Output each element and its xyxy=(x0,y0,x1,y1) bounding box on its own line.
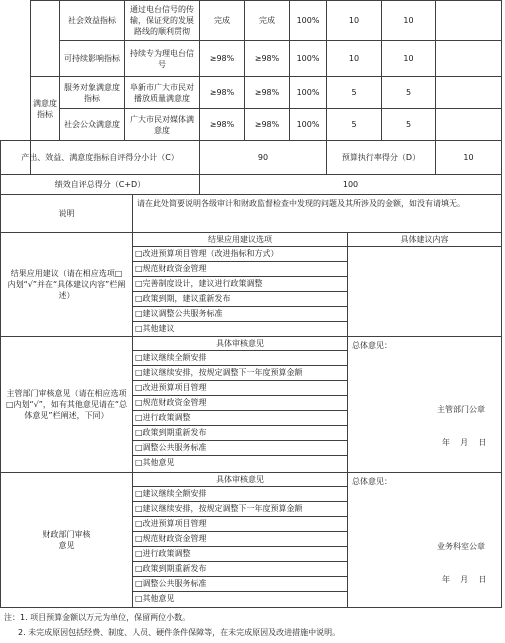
dept-date: 年 月 日 xyxy=(442,438,487,447)
note-cell xyxy=(435,0,502,40)
result-content-area xyxy=(347,246,502,336)
rate-cell: 100% xyxy=(289,108,326,140)
score-cell: 5 xyxy=(381,108,435,140)
explanation-text: 请在此处简要说明各级审计和财政监督检查中发现的问题及其所涉及的金额，如没有请填无。 xyxy=(132,194,502,232)
metric-cell: 可持续影响指标 xyxy=(59,40,124,76)
result-option[interactable]: □改进预算项目管理（改进指标和方式） xyxy=(132,246,347,261)
target-cell: ≥98% xyxy=(199,108,244,140)
score-cell: 10 xyxy=(381,0,435,40)
explanation-label: 说明 xyxy=(0,194,132,232)
finance-option[interactable]: □其他意见 xyxy=(132,591,347,608)
note-cell xyxy=(435,108,502,140)
finance-review-label: 财政部门审核意见 xyxy=(0,472,132,608)
weight-cell: 5 xyxy=(326,76,381,108)
metric-cell: 社会公众满意度 xyxy=(59,108,124,140)
finance-seal: 业务科室公章 xyxy=(437,542,485,551)
weight-cell: 10 xyxy=(326,0,381,40)
note-cell xyxy=(435,40,502,76)
result-option[interactable]: □其他建议 xyxy=(132,321,347,336)
finance-option[interactable]: □规范财政资金管理 xyxy=(132,531,347,546)
indicator-cell: 阜新市广大市民对播放质量满意度 xyxy=(124,76,199,108)
satisfaction-category: 满意度指标 xyxy=(30,76,59,140)
weight-cell: 10 xyxy=(326,40,381,76)
target-cell: ≥98% xyxy=(199,76,244,108)
finance-option[interactable]: □建议继续安排，按规定调整下一年度预算金额 xyxy=(132,501,347,516)
total-score-value: 100 xyxy=(199,174,502,194)
dept-option[interactable]: □进行政策调整 xyxy=(132,410,347,425)
actual-cell: ≥98% xyxy=(244,76,289,108)
result-option[interactable]: □规范财政资金管理 xyxy=(132,261,347,276)
result-option[interactable]: □建议调整公共服务标准 xyxy=(132,306,347,321)
dept-option[interactable]: □改进预算项目管理 xyxy=(132,380,347,395)
target-cell: ≥98% xyxy=(199,40,244,76)
dept-option[interactable]: □规范财政资金管理 xyxy=(132,395,347,410)
rate-cell: 100% xyxy=(289,76,326,108)
finance-option[interactable]: □改进预算项目管理 xyxy=(132,516,347,531)
finance-option[interactable]: □进行政策调整 xyxy=(132,546,347,561)
finance-option[interactable]: □政策到期重新发布 xyxy=(132,561,347,576)
actual-cell: ≥98% xyxy=(244,40,289,76)
footnote-1: 注：1. 项目预算金额以万元为单位，保留两位小数。 xyxy=(4,613,191,622)
target-cell: 完成 xyxy=(199,0,244,40)
result-option[interactable]: □完善制度设计，建议进行政策调整 xyxy=(132,276,347,291)
score-cell: 10 xyxy=(381,40,435,76)
rate-cell: 100% xyxy=(289,40,326,76)
indicator-cell: 持续专为理电台信号 xyxy=(124,40,199,76)
dept-option[interactable]: □政策到期重新发布 xyxy=(132,425,347,440)
indicator-cell: 广大市民对媒体满意度 xyxy=(124,108,199,140)
result-options-header: 结果应用建议选项 xyxy=(132,232,347,246)
note-cell xyxy=(435,76,502,108)
rate-cell: 100% xyxy=(289,0,326,40)
finance-option[interactable]: □建议继续全额安排 xyxy=(132,486,347,501)
metric-cell: 社会效益指标 xyxy=(59,0,124,40)
output-score-value: 90 xyxy=(199,140,326,174)
dept-option[interactable]: □调整公共服务标准 xyxy=(132,440,347,455)
finance-review-header: 具体审核意见 xyxy=(132,472,347,486)
actual-cell: ≥98% xyxy=(244,108,289,140)
budget-execution-value: 10 xyxy=(435,140,502,174)
metric-cell: 服务对象满意度指标 xyxy=(59,76,124,108)
dept-review-header: 具体审核意见 xyxy=(132,336,347,350)
result-option[interactable]: □政策到期，建议重新发布 xyxy=(132,291,347,306)
dept-option[interactable]: □其他意见 xyxy=(132,455,347,472)
dept-review-label: 主管部门审核意见（请在相应选项□内划“√”，如有其他意见请在“总体意见”栏阐述，下同） xyxy=(0,336,132,472)
finance-overall-opinion xyxy=(347,472,502,608)
weight-cell: 5 xyxy=(326,108,381,140)
result-application-label: 结果应用建议（请在相应选项□内划“√”并在“具体建议内容”栏阐述） xyxy=(0,232,132,336)
finance-overall-label: 总体意见： xyxy=(352,477,392,486)
budget-execution-label: 预算执行率得分（D） xyxy=(326,140,435,174)
finance-date: 年 月 日 xyxy=(442,575,487,584)
finance-option[interactable]: □调整公共服务标准 xyxy=(132,576,347,591)
score-cell: 5 xyxy=(381,76,435,108)
result-content-header: 具体建议内容 xyxy=(347,232,502,246)
indicator-cell: 通过电台信号的传输，保证党的发展路线的顺利贯彻 xyxy=(124,0,199,40)
actual-cell: 完成 xyxy=(244,0,289,40)
dept-overall-label: 总体意见： xyxy=(352,341,392,350)
dept-option[interactable]: □建议继续安排，按规定调整下一年度预算金额 xyxy=(132,365,347,380)
dept-option[interactable]: □建议继续全额安排 xyxy=(132,350,347,365)
output-score-label: 产出、效益、满意度指标自评得分小计（C） xyxy=(0,140,199,174)
footnote-2: 2. 未完成原因包括经费、制度、人员、硬件条件保障等，在未完成原因及改进措施中说明。 xyxy=(18,628,341,637)
dept-seal: 主管部门公章 xyxy=(437,405,485,414)
total-score-label: 绩效自评总得分（C+D） xyxy=(0,174,199,194)
